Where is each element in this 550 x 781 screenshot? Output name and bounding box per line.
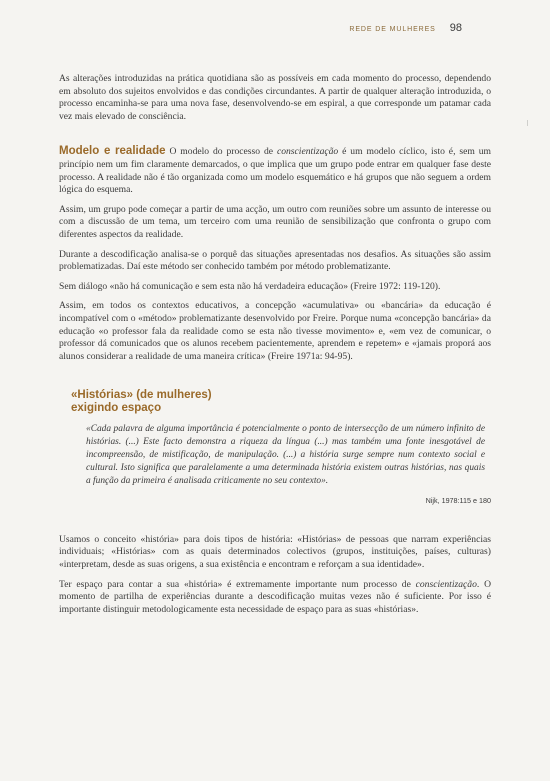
paragraph-3: Assim, um grupo pode começar a partir de uma acção, um outro com reuniões sobre um assunto de interesse ou com a discussão de um tema, um terceiro com uma reunião de sensibilização que confronta o grupo com diferentes aspectos da realidade. [59,203,491,240]
quote-citation: Nijk, 1978:115 e 180 [425,496,491,506]
section-title-modelo-e-realidade: Modelo e realidade [59,145,166,158]
paragraph-8-emphasis: conscientização [415,578,477,590]
page-body [59,73,491,623]
paragraph-8-text-b: . O momento de partilha de experiências durante a descodificação muitas vezes não é suficiente. Por isso é importante distinguir metodologicamente esta necessidade de espaço para as suas «histórias». [59,578,491,615]
paragraph-8-text-a: Ter espaço para contar a sua «história» é extremamente importante num processo de [59,578,416,590]
section-heading-line-2: exigindo espaço [71,402,162,415]
running-head: REDE DE MULHERES [349,26,436,33]
paragraph-2-emphasis: conscientização [276,146,339,158]
paragraph-1: As alterações introduzidas na prática quotidiana são as possíveis em cada momento do processo, dependendo em absoluto dos sujeitos envolvidos e das condições circundantes. A partir de qualquer alteração introduzida, o processo encaminha-se para uma nova fase, desenvolvendo-se em espiral, a que corresponde um patamar cada vez mais elevado de consciência. [59,73,491,122]
margin-mark [527,120,528,126]
section-heading-historias [71,389,491,415]
paragraph-4: Durante a descodificação analisa-se o porquê das situações apresentadas nos desafios. As situações são assim problematizadas. Daí este método ser conhecido também por método problematizante. [59,248,491,273]
paragraph-8 [59,579,491,617]
page-header [349,22,462,34]
paragraph-6: Assim, em todos os contextos educativos, a concepção «acumulativa» ou «bancária» da educação é incompatível com o «método» problematizante desenvolvido por Freire. Porque numa «concepção bancária» da educação «o professor fala da realidade como se esta não tivesse movimento» e, «em vez de comunicar, o professor dá comunicados que os alunos recebem pacientemente, aprendem e repetem» e «jamais proporá aos alunos considerar a realidade de uma maneira crítica» (Freire 1971a: 94-95). [59,300,491,362]
paragraph-2 [59,145,491,196]
section-heading-line-1: «Histórias» (de mulheres) [71,389,212,402]
paragraph-7: Usamos o conceito «história» para dois tipos de história: «Histórias» de pessoas que narram experiências individuais; «Histórias» com as quais determinados colectivos (grupos, instituições, países, culturas) «interpretam, desde as suas origens, a sua existência e encontram e reforçam a sua identidade». [59,533,491,571]
paragraph-2-text-b: é um modelo cíclico, isto é, sem um princípio nem um fim claramente demarcados, o que implica que um grupo pode entrar em qualquer fase deste processo. A realidade não é tão organizada como um modelo esquemático e há grupos que não seguem a ordem lógica do esquema. [59,146,491,196]
paragraph-5: Sem diálogo «não há comunicação e sem esta não há verdadeira educação» (Freire 1972: 119-120). [59,280,441,292]
page-number: 98 [449,22,462,34]
paragraph-2-text-a: O modelo do processo de [165,146,277,158]
block-quote: «Cada palavra de alguma importância é potencialmente o ponto de intersecção de um número infinito de histórias. (...) Este facto demonstra a riqueza da língua (...) mas também uma fonte inesgotável de incompreensão, de mistificação, de manipulação. (...) a história surge sempre num contexto social e cultural. Isto significa que paralelamente a uma determinada história existem outras histórias, nas quais a função da primeira é analisada criticamente no seu contexto». [86,424,485,487]
